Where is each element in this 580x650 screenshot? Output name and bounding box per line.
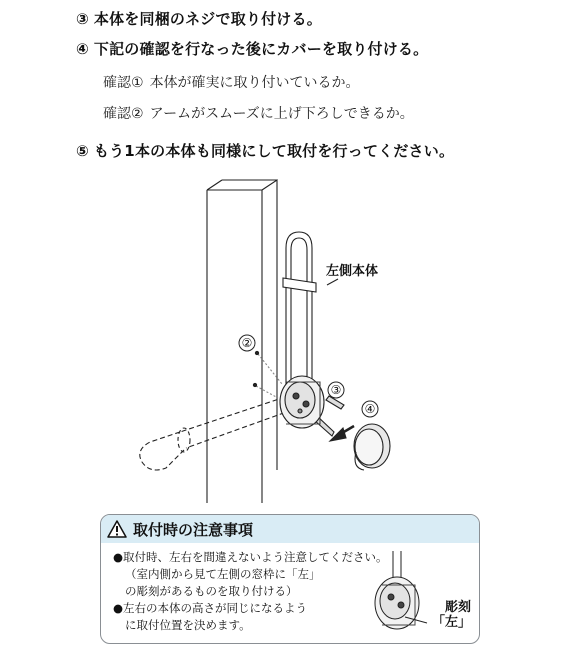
callout-3-text: ③	[330, 383, 342, 397]
step-4-number: ④	[76, 40, 89, 58]
engraving-label-line1: 彫刻	[444, 600, 471, 615]
callout-4-text: ④	[364, 402, 376, 416]
caution-line-1: ●取付時、左右を間違えないよう注意してください。	[113, 550, 388, 564]
step-4-text: 下記の確認を行なった後にカバーを取り付ける。	[93, 40, 429, 58]
left-side-body-label: 左側本体	[326, 264, 379, 279]
caution-box	[100, 514, 480, 644]
step-5-number: ⑤	[76, 142, 89, 160]
step-3-text: 本体を同梱のネジで取り付ける。	[93, 10, 322, 28]
check-2-label: 確認②	[103, 106, 144, 122]
engraving-label-line2: 「左」	[431, 615, 471, 630]
caution-title: 取付時の注意事項	[133, 520, 254, 539]
callout-2	[239, 335, 255, 351]
caution-line-4: ●左右の本体の高さが同じになるよう	[113, 601, 308, 615]
caution-line-3: の彫刻があるものを取り付ける）	[125, 584, 298, 598]
arm-inner	[291, 238, 307, 395]
callout-4	[362, 401, 378, 417]
caution-line-5: に取付位置を決めます。	[125, 618, 251, 632]
window-frame-side	[262, 180, 277, 470]
callout-2-text: ②	[241, 336, 253, 350]
check-1-label: 確認①	[103, 75, 144, 91]
arm-outer	[286, 232, 312, 395]
caution-header	[101, 515, 479, 543]
warning-icon	[107, 520, 127, 538]
engraving-label	[432, 600, 471, 630]
step-3-number: ③	[76, 10, 89, 28]
check-1-text: 本体が確実に取り付いているか。	[149, 75, 360, 91]
arm-lowered-dashed	[180, 397, 292, 448]
callout-3	[328, 382, 344, 398]
caution-line-2: （室内側から見て左側の窓枠に「左」	[125, 567, 321, 581]
step-5-text: もう1本の本体も同様にして取付を行ってください。	[93, 142, 455, 160]
arm-clip	[283, 278, 316, 292]
check-2-text: アームがスムーズに上げ下ろしできるか。	[149, 106, 414, 122]
